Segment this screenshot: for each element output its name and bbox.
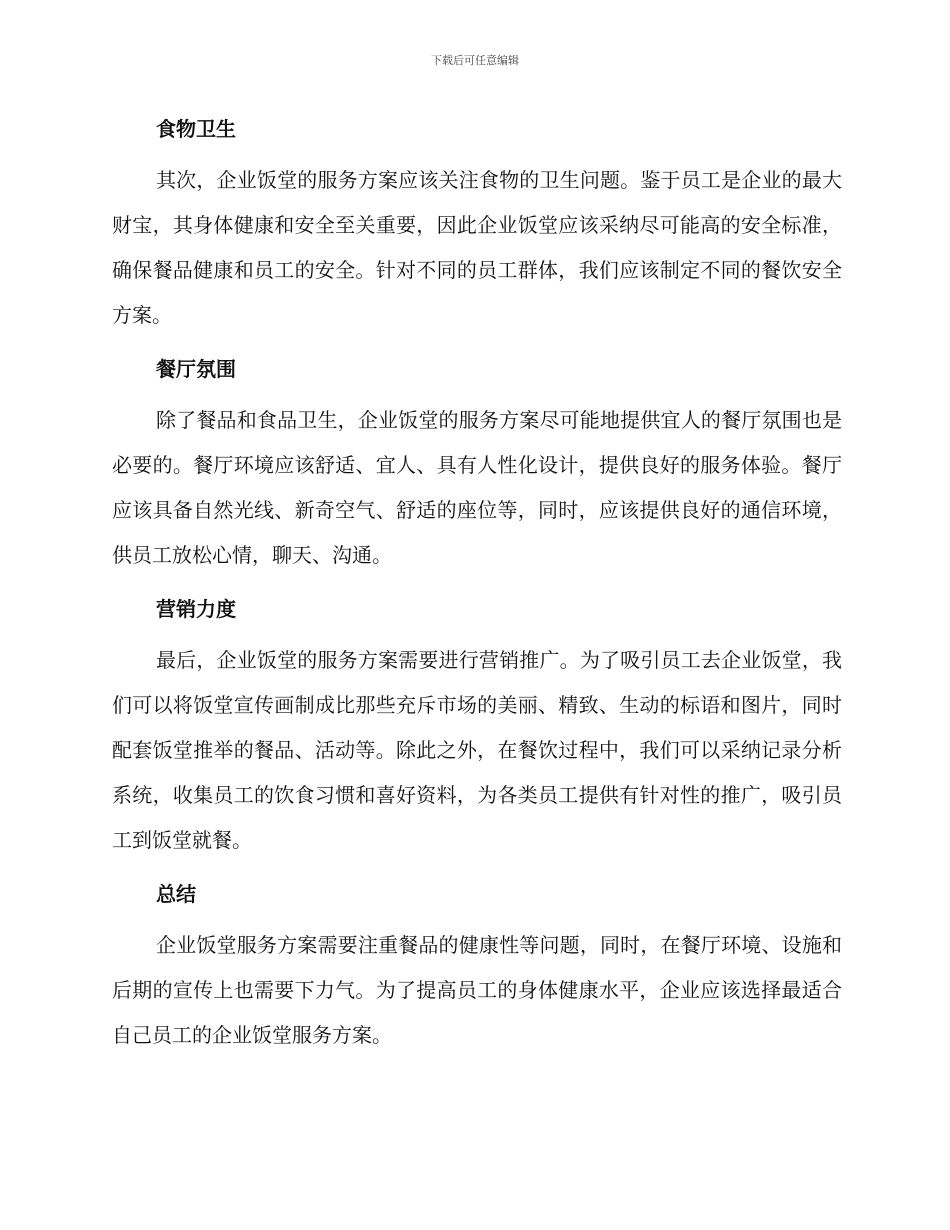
section-paragraph: 其次，企业饭堂的服务方案应该关注食物的卫生问题。鉴于员工是企业的最大财宝，其身体健康和安全至关重要，因此企业饭堂应该采纳尽可能高的安全标准，确保餐品健康和员工的安全。针对不同的员工群体，我们应该制定不同的餐饮安全方案。 xyxy=(112,168,842,327)
page-header: 下载后可任意编辑 xyxy=(431,54,519,67)
section-marketing xyxy=(112,594,842,863)
section-paragraph: 企业饭堂服务方案需要注重餐品的健康性等问题，同时，在餐厅环境、设施和后期的宣传上也需要下力气。为了提高员工的身体健康水平，企业应该选择最适合自己员工的企业饭堂服务方案。 xyxy=(112,933,842,1047)
section-dining-atmosphere xyxy=(112,354,842,578)
document-body xyxy=(112,114,842,1074)
section-heading: 食物卫生 xyxy=(156,117,236,141)
section-paragraph: 最后，企业饭堂的服务方案需要进行营销推广。为了吸引员工去企业饭堂，我们可以将饭堂宣传画制成比那些充斥市场的美丽、精致、生动的标语和图片，同时配套饭堂推举的餐品、活动等。除此之外，在餐饮过程中，我们可以采纳记录分析系统，收集员工的饮食习惯和喜好资料，为各类员工提供有针对性的推广，吸引员工到饭堂就餐。 xyxy=(112,648,842,852)
section-heading: 营销力度 xyxy=(156,597,236,621)
section-paragraph: 除了餐品和食品卫生，企业饭堂的服务方案尽可能地提供宜人的餐厅氛围也是必要的。餐厅环境应该舒适、宜人、具有人性化设计，提供良好的服务体验。餐厅应该具备自然光线、新奇空气、舒适的座位等，同时，应该提供良好的通信环境，供员工放松心情，聊天、沟通。 xyxy=(112,408,842,567)
section-heading: 餐厅氛围 xyxy=(156,357,236,381)
section-food-hygiene xyxy=(112,114,842,338)
section-heading: 总结 xyxy=(156,882,196,906)
section-summary xyxy=(112,879,842,1058)
